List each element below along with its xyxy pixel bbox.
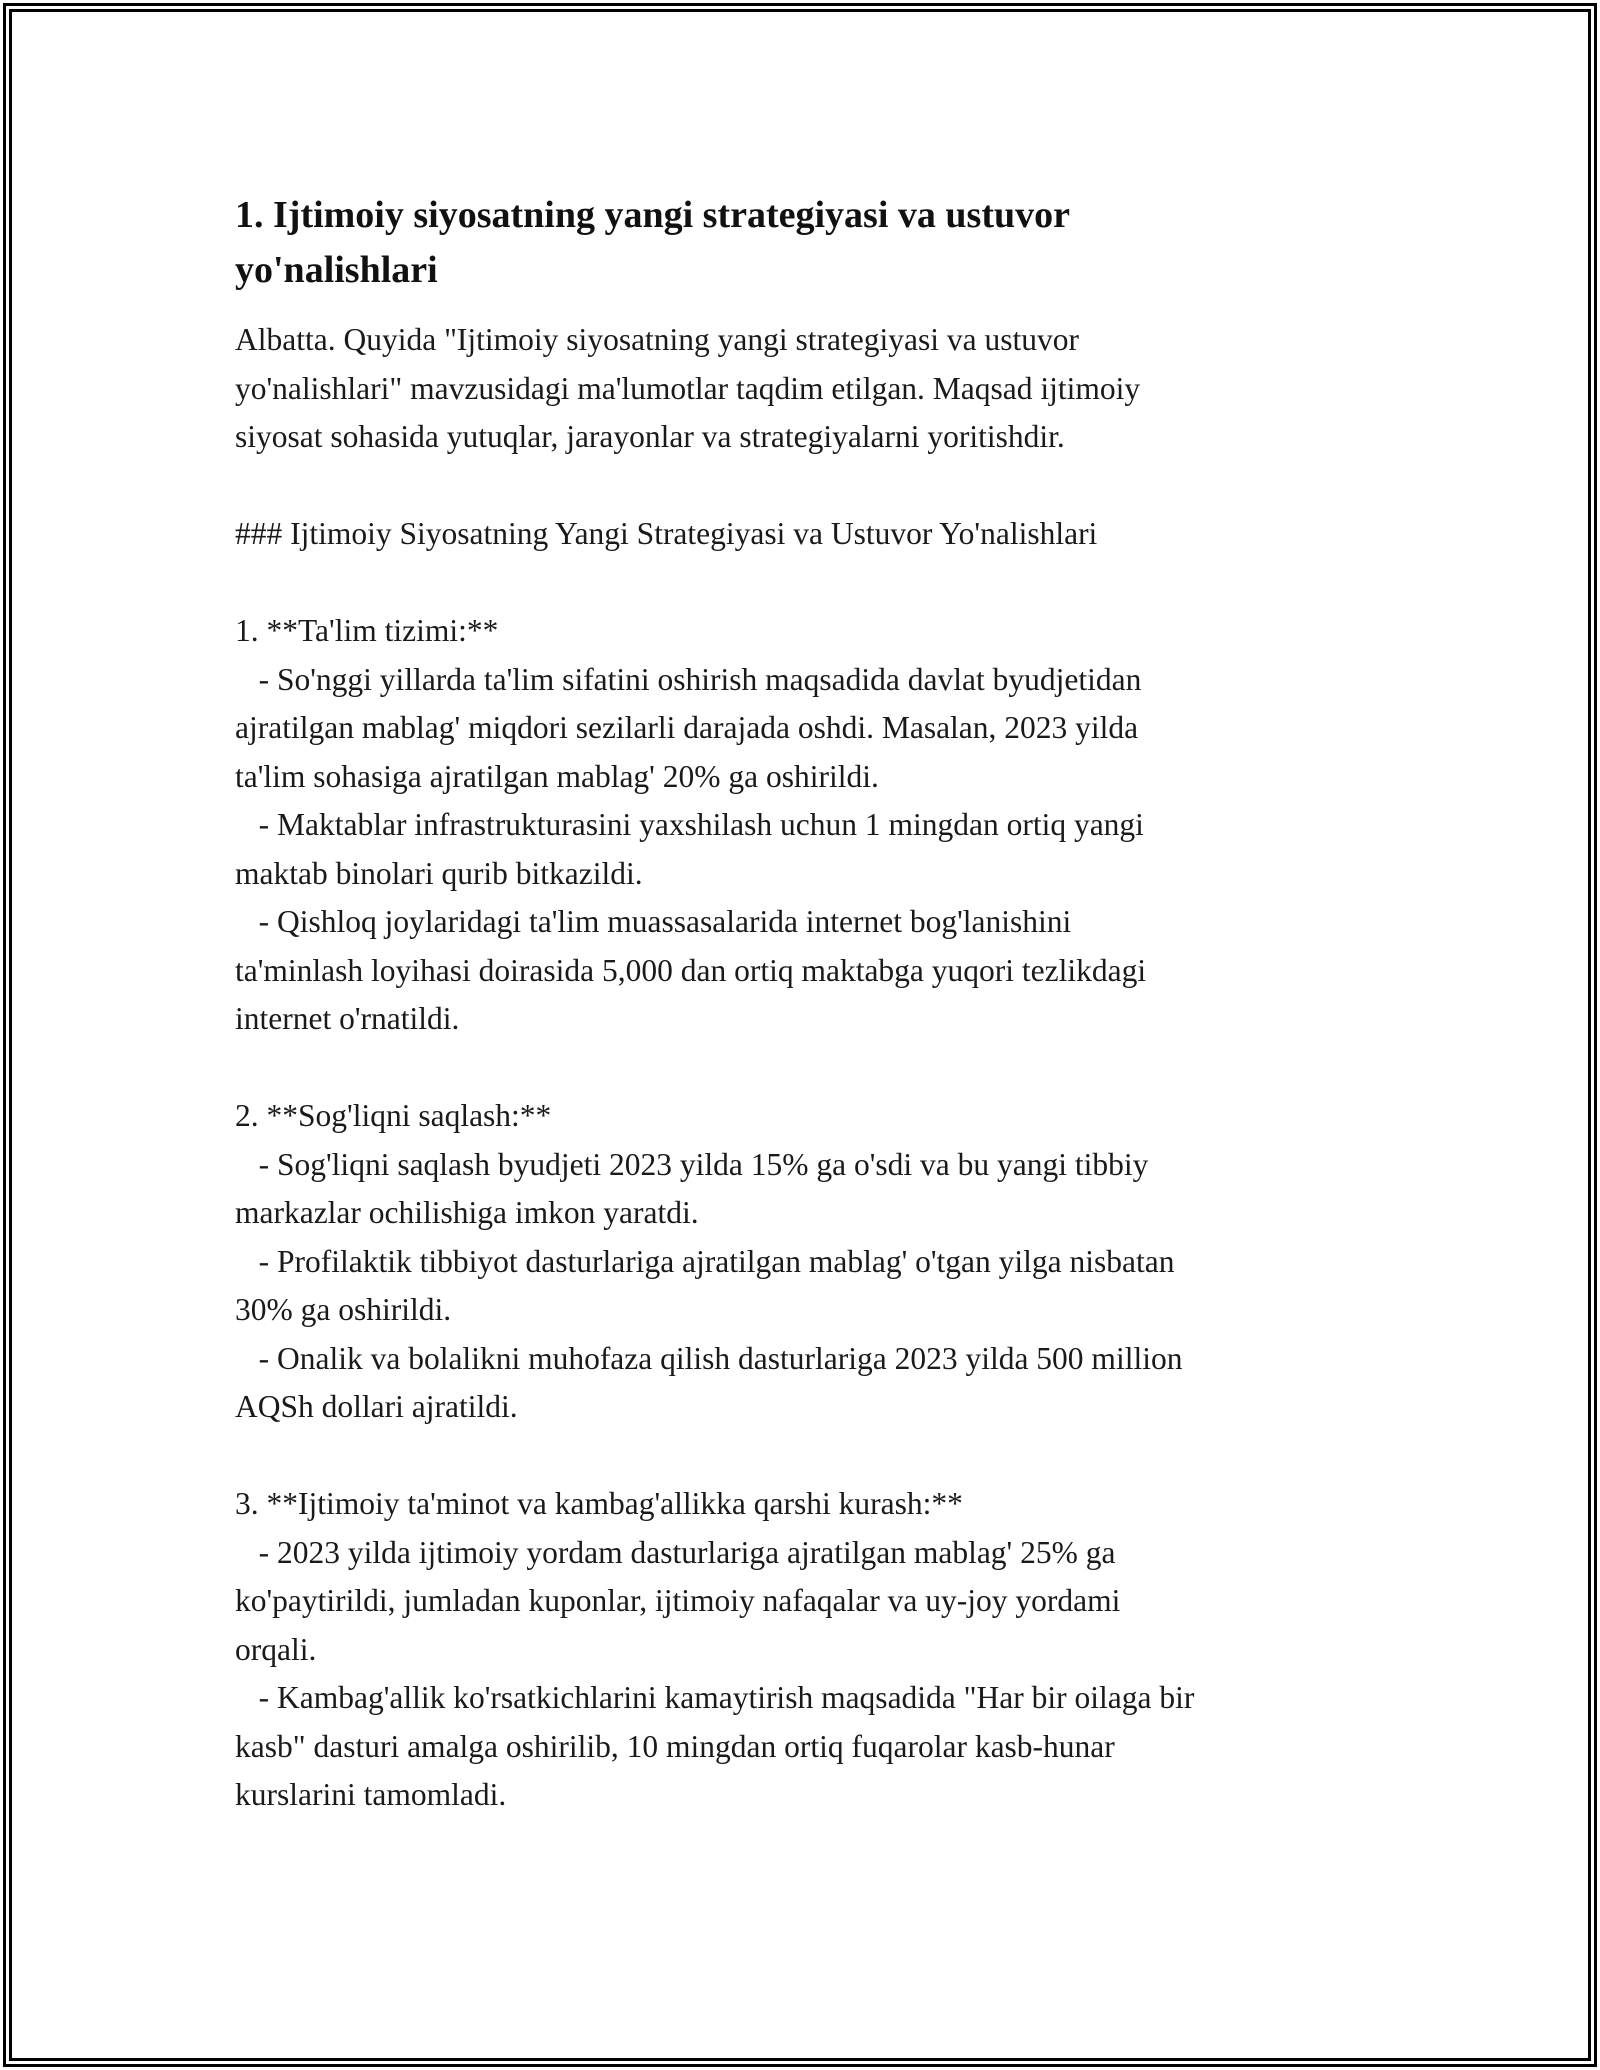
document-text: [235, 316, 1375, 1820]
text-line: kurslarini tamomladi.: [235, 1777, 507, 1812]
heading-line: yo'nalishlari: [235, 249, 438, 291]
text-line: internet o'rnatildi.: [235, 1001, 460, 1036]
text-line: AQSh dollari ajratildi.: [235, 1389, 518, 1424]
text-line: - Qishloq joylaridagi ta'lim muassasalarida internet bog'lanishini: [235, 904, 1072, 939]
blank-line: [235, 1044, 1375, 1093]
text-line: 30% ga oshirildi.: [235, 1292, 452, 1327]
text-line: - Maktablar infrastrukturasini yaxshilash uchun 1 mingdan ortiq yangi: [235, 807, 1144, 842]
text-line: - Sog'liqni saqlash byudjeti 2023 yilda 15% ga o'sdi va bu yangi tibbiy: [235, 1146, 1149, 1182]
blank-line: [235, 1432, 1375, 1481]
text-line: yo'nalishlari" mavzusidagi ma'lumotlar taqdim etilgan. Maqsad ijtimoiy: [235, 370, 1141, 406]
text-line: ajratilgan mablag' miqdori sezilarli darajada oshdi. Masalan, 2023 yilda: [235, 710, 1139, 745]
document-heading: [235, 188, 1375, 298]
text-line: maktab binolari qurib bitkazildi.: [235, 855, 643, 891]
text-line: - So'nggi yillarda ta'lim sifatini oshirish maqsadida davlat byudjetidan: [235, 661, 1142, 697]
text-line: 3. **Ijtimoiy ta'minot va kambag'allikka qarshi kurash:**: [235, 1486, 963, 1521]
text-line: ta'minlash loyihasi doirasida 5,000 dan ortiq maktabga yuqori tezlikdagi: [235, 952, 1147, 988]
text-line: - Kambag'allik ko'rsatkichlarini kamaytirish maqsadida "Har bir oilaga bir: [235, 1680, 1195, 1715]
text-line: ### Ijtimoiy Siyosatning Yangi Strategiyasi va Ustuvor Yo'nalishlari: [235, 516, 1098, 551]
text-line: siyosat sohasida yutuqlar, jarayonlar va strategiyalarni yoritishdir.: [235, 419, 1065, 454]
document-body: [235, 188, 1375, 1820]
text-line: Albatta. Quyida "Ijtimoiy siyosatning yangi strategiyasi va ustuvor: [235, 322, 1079, 357]
blank-line: [235, 559, 1375, 608]
text-line: markazlar ochilishiga imkon yaratdi.: [235, 1195, 699, 1230]
text-line: - Onalik va bolalikni muhofaza qilish dasturlariga 2023 yilda 500 million: [235, 1340, 1183, 1376]
text-line: 2. **Sog'liqni saqlash:**: [235, 1098, 552, 1133]
text-line: - Profilaktik tibbiyot dasturlariga ajratilgan mablag' o'tgan yilga nisbatan: [235, 1243, 1175, 1279]
text-line: 1. **Ta'lim tizimi:**: [235, 613, 499, 648]
text-line: - 2023 yilda ijtimoiy yordam dasturlariga ajratilgan mablag' 25% ga: [235, 1534, 1116, 1570]
text-line: orqali.: [235, 1631, 317, 1667]
text-line: ko'paytirildi, jumladan kuponlar, ijtimoiy nafaqalar va uy-joy yordami: [235, 1583, 1121, 1618]
text-line: kasb" dasturi amalga oshirilib, 10 mingdan ortiq fuqarolar kasb-hunar: [235, 1728, 1115, 1764]
heading-line: 1. Ijtimoiy siyosatning yangi strategiyasi va ustuvor: [235, 194, 1070, 236]
blank-line: [235, 462, 1375, 511]
text-line: ta'lim sohasiga ajratilgan mablag' 20% ga oshirildi.: [235, 758, 879, 794]
